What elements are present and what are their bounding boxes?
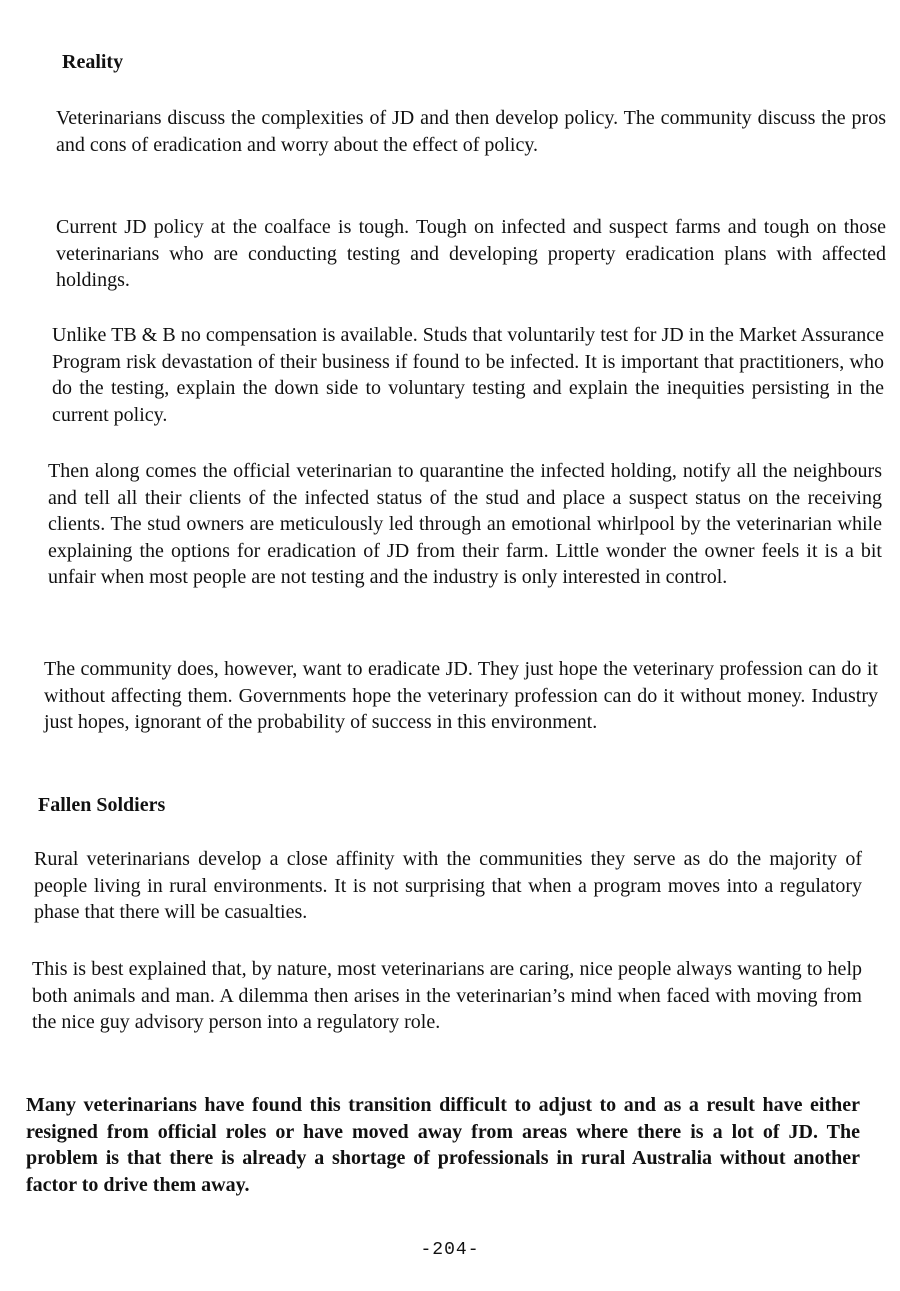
paragraph-fallen-soldiers-2: This is best explained that, by nature, most veterinarians are caring, nice people always wanting to help both animals and man. A dilemma then arises in the veterinarian’s mind when faced with moving from the nice guy advisory person into a regulatory role. <box>32 958 862 1033</box>
paragraph-reality-2: Current JD policy at the coalface is tough. Tough on infected and suspect farms and tough on those veterinarians who are conducting testing and developing property eradication plans with affected holdings. <box>56 216 886 291</box>
paragraph-fallen-soldiers-1: Rural veterinarians develop a close affinity with the communities they serve as do the majority of people living in rural environments. It is not surprising that when a program moves into a regulatory phase that there will be casualties. <box>34 848 862 923</box>
paragraph-reality-1: Veterinarians discuss the complexities of JD and then develop policy. The community discuss the pros and cons of eradication and worry about the effect of policy. <box>56 107 886 156</box>
paragraph-reality-3: Unlike TB & B no compensation is available. Studs that voluntarily test for JD in the Market Assurance Program risk devastation of their business if found to be infected. It is important that practitioners, who do the testing, explain the down side to voluntary testing and explain the inequities persisting in the current policy. <box>52 324 884 426</box>
section-heading-fallen-soldiers: Fallen Soldiers <box>38 794 166 816</box>
paragraph-fallen-soldiers-3: Many veterinarians have found this transition difficult to adjust to and as a result have either resigned from official roles or have moved away from areas where there is a lot of JD. The problem is that there is already a shortage of professionals in rural Australia without another factor to drive them away. <box>26 1094 860 1196</box>
paragraph-reality-4: Then along comes the official veterinarian to quarantine the infected holding, notify all the neighbours and tell all their clients of the infected status of the stud and place a suspect status on the receiving clients. The stud owners are meticulously led through an emotional whirlpool by the veterinarian while explaining the options for eradication of JD from their farm. Little wonder the owner feels it is a bit unfair when most people are not testing and the industry is only interested in control. <box>48 460 882 588</box>
section-heading-reality: Reality <box>62 51 124 73</box>
page-number: -204- <box>420 1240 480 1260</box>
paragraph-reality-5: The community does, however, want to eradicate JD. They just hope the veterinary profession can do it without affecting them. Governments hope the veterinary profession can do it without money. Industry just hopes, ignorant of the probability of success in this environment. <box>44 658 878 733</box>
